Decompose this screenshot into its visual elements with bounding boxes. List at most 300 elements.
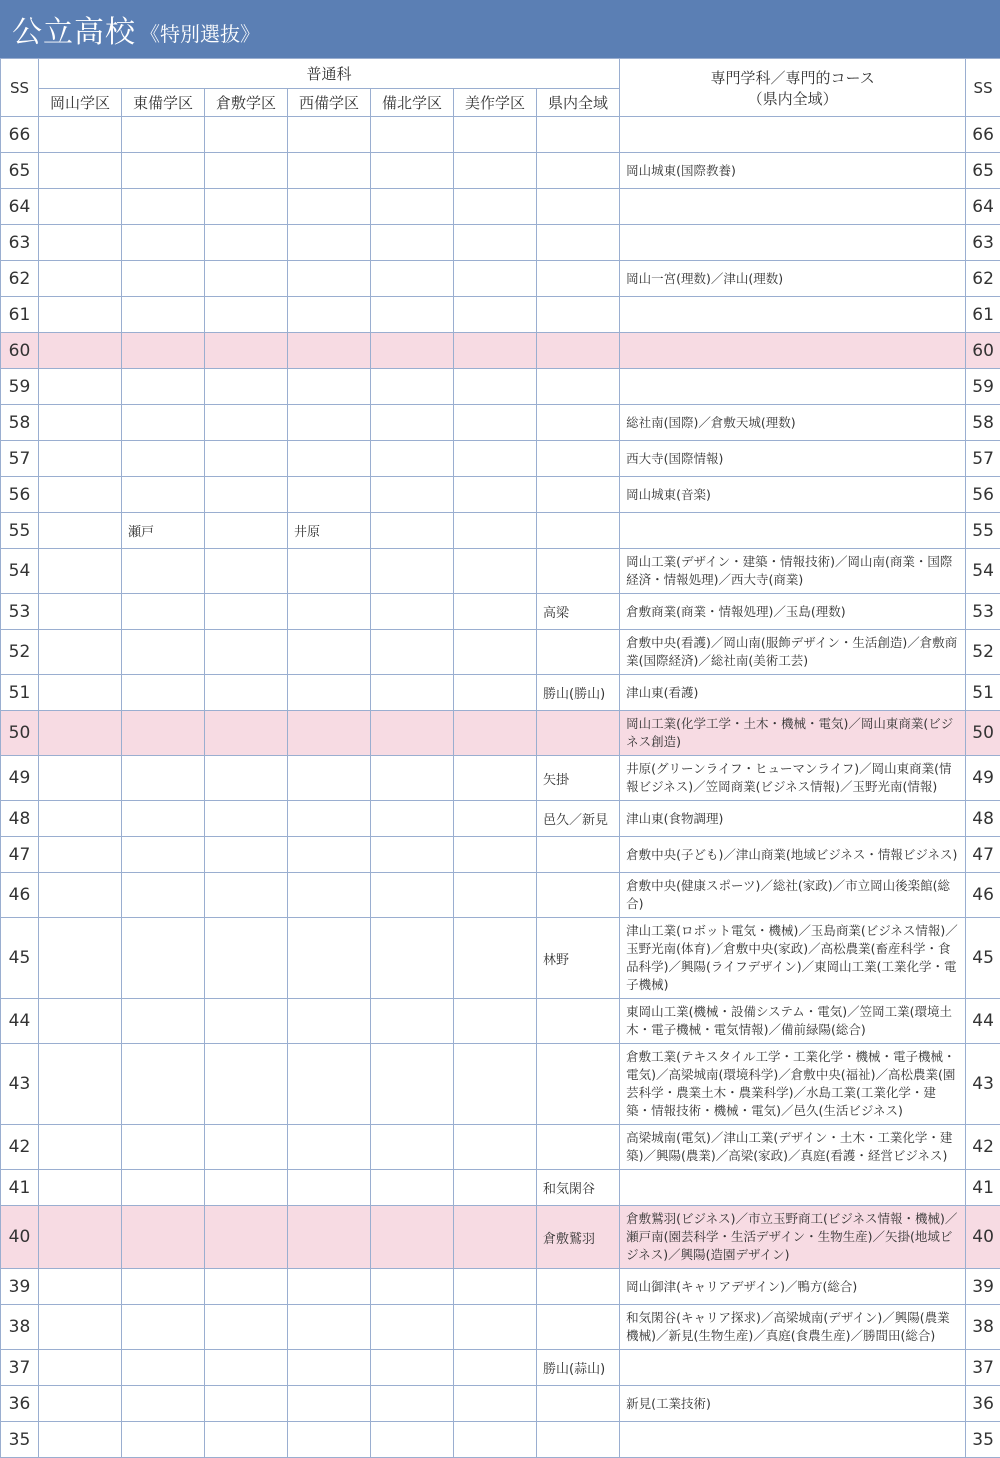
table-row xyxy=(1,153,1000,189)
school-cell xyxy=(39,1269,122,1305)
school-cell xyxy=(371,297,454,333)
school-cell xyxy=(122,756,205,801)
ss-value-right: 52 xyxy=(966,630,1000,675)
special-course-cell: 倉敷商業(商業・情報処理)／玉島(理数) xyxy=(620,594,966,630)
school-cell xyxy=(371,549,454,594)
school-cell xyxy=(122,225,205,261)
school-cell xyxy=(205,189,288,225)
school-cell xyxy=(288,153,371,189)
ss-value-right: 40 xyxy=(966,1206,1000,1269)
ss-value-right: 63 xyxy=(966,225,1000,261)
school-cell xyxy=(122,873,205,918)
table-row xyxy=(1,756,1000,801)
school-cell xyxy=(122,153,205,189)
school-cell xyxy=(39,513,122,549)
school-cell xyxy=(371,1170,454,1206)
special-course-cell: 東岡山工業(機械・設備システム・電気)／笠岡工業(環境土木・電子機械・電気情報)／備前緑陽(総合) xyxy=(620,999,966,1044)
school-cell xyxy=(205,1350,288,1386)
school-cell xyxy=(39,873,122,918)
ss-value-left: 39 xyxy=(1,1269,39,1305)
special-course-cell: 津山東(看護) xyxy=(620,675,966,711)
school-cell xyxy=(288,297,371,333)
school-cell xyxy=(39,549,122,594)
school-cell xyxy=(537,261,620,297)
school-cell xyxy=(371,873,454,918)
school-cell xyxy=(454,513,537,549)
special-course-cell: 岡山城東(国際教養) xyxy=(620,153,966,189)
special-course-cell: 和気閑谷(キャリア探求)／高梁城南(デザイン)／興陽(農業機械)／新見(生物生産)／真庭(食農生産)／勝間田(総合) xyxy=(620,1305,966,1350)
school-cell xyxy=(122,1350,205,1386)
school-cell xyxy=(371,189,454,225)
table-row xyxy=(1,873,1000,918)
school-cell xyxy=(39,333,122,369)
school-cell: 矢掛 xyxy=(537,756,620,801)
school-cell xyxy=(454,999,537,1044)
ss-value-right: 41 xyxy=(966,1170,1000,1206)
school-cell xyxy=(537,333,620,369)
ss-value-left: 53 xyxy=(1,594,39,630)
school-cell xyxy=(39,1206,122,1269)
school-cell xyxy=(288,711,371,756)
school-cell xyxy=(205,477,288,513)
school-cell xyxy=(122,117,205,153)
ss-value-left: 35 xyxy=(1,1422,39,1458)
ss-value-left: 40 xyxy=(1,1206,39,1269)
table-row xyxy=(1,837,1000,873)
ss-value-right: 66 xyxy=(966,117,1000,153)
special-course-cell xyxy=(620,1422,966,1458)
ss-value-left: 52 xyxy=(1,630,39,675)
special-course-cell xyxy=(620,1350,966,1386)
school-cell xyxy=(371,225,454,261)
school-cell xyxy=(122,918,205,999)
school-cell xyxy=(288,837,371,873)
school-cell xyxy=(122,1269,205,1305)
school-cell xyxy=(288,999,371,1044)
school-cell xyxy=(454,261,537,297)
school-cell xyxy=(537,513,620,549)
district-header: 西備学区 xyxy=(288,89,371,117)
school-cell xyxy=(205,873,288,918)
district-header: 県内全域 xyxy=(537,89,620,117)
school-cell xyxy=(122,333,205,369)
special-course-cell: 岡山御津(キャリアデザイン)／鴨方(総合) xyxy=(620,1269,966,1305)
school-cell xyxy=(454,1422,537,1458)
school-cell xyxy=(122,801,205,837)
ss-value-left: 44 xyxy=(1,999,39,1044)
ss-value-right: 36 xyxy=(966,1386,1000,1422)
school-cell xyxy=(205,675,288,711)
school-cell xyxy=(39,261,122,297)
ss-value-right: 65 xyxy=(966,153,1000,189)
table-header-row xyxy=(1,59,1000,89)
school-cell xyxy=(537,1386,620,1422)
table-row xyxy=(1,189,1000,225)
school-cell xyxy=(454,1125,537,1170)
school-cell xyxy=(39,1170,122,1206)
school-cell xyxy=(122,594,205,630)
table-row xyxy=(1,261,1000,297)
school-cell xyxy=(537,711,620,756)
table-row xyxy=(1,225,1000,261)
school-cell xyxy=(371,675,454,711)
school-cell xyxy=(288,1269,371,1305)
school-cell xyxy=(454,441,537,477)
ss-value-right: 55 xyxy=(966,513,1000,549)
school-cell xyxy=(537,477,620,513)
ss-value-left: 47 xyxy=(1,837,39,873)
school-cell xyxy=(454,1350,537,1386)
table-row xyxy=(1,1386,1000,1422)
school-cell xyxy=(39,1044,122,1125)
ss-value-right: 50 xyxy=(966,711,1000,756)
ss-value-right: 35 xyxy=(966,1422,1000,1458)
school-cell xyxy=(454,1206,537,1269)
school-cell xyxy=(122,1125,205,1170)
special-course-cell: 岡山城東(音楽) xyxy=(620,477,966,513)
ss-value-left: 37 xyxy=(1,1350,39,1386)
ss-value-left: 50 xyxy=(1,711,39,756)
special-course-cell: 津山東(食物調理) xyxy=(620,801,966,837)
school-cell xyxy=(454,801,537,837)
school-cell xyxy=(454,153,537,189)
school-cell xyxy=(205,261,288,297)
school-cell xyxy=(371,801,454,837)
school-cell xyxy=(454,369,537,405)
ss-value-right: 60 xyxy=(966,333,1000,369)
school-cell xyxy=(537,873,620,918)
school-cell: 林野 xyxy=(537,918,620,999)
school-cell xyxy=(205,117,288,153)
school-cell xyxy=(371,333,454,369)
school-cell xyxy=(122,441,205,477)
school-cell xyxy=(122,999,205,1044)
special-course-cell: 津山工業(ロボット電気・機械)／玉島商業(ビジネス情報)／玉野光南(体育)／倉敷中央(家政)／高松農業(畜産科学・食品科学)／興陽(ライフデザイン)／東岡山工業(工業化学・電子機械) xyxy=(620,918,966,999)
school-cell xyxy=(537,189,620,225)
school-cell xyxy=(454,1044,537,1125)
school-cell xyxy=(39,918,122,999)
school-cell xyxy=(205,1269,288,1305)
ss-value-right: 46 xyxy=(966,873,1000,918)
ss-value-left: 56 xyxy=(1,477,39,513)
special-course-cell: 総社南(国際)／倉敷天城(理数) xyxy=(620,405,966,441)
special-course-header-line2: （県内全域） xyxy=(747,89,838,108)
school-cell xyxy=(205,1170,288,1206)
school-cell xyxy=(537,837,620,873)
school-cell xyxy=(371,1350,454,1386)
school-cell xyxy=(371,594,454,630)
school-cell xyxy=(454,1170,537,1206)
special-course-cell xyxy=(620,369,966,405)
school-cell xyxy=(454,405,537,441)
special-course-cell xyxy=(620,225,966,261)
school-cell xyxy=(537,1305,620,1350)
special-course-header xyxy=(620,59,966,117)
special-course-cell xyxy=(620,117,966,153)
school-cell xyxy=(537,1269,620,1305)
ss-column-header-left: SS xyxy=(1,59,39,117)
school-cell xyxy=(39,189,122,225)
school-cell xyxy=(537,369,620,405)
school-cell xyxy=(205,369,288,405)
school-cell xyxy=(39,999,122,1044)
school-cell xyxy=(288,549,371,594)
school-cell xyxy=(122,297,205,333)
school-cell xyxy=(288,1206,371,1269)
school-cell xyxy=(371,1044,454,1125)
ss-value-right: 64 xyxy=(966,189,1000,225)
ss-value-right: 54 xyxy=(966,549,1000,594)
school-cell: 勝山(蒜山) xyxy=(537,1350,620,1386)
ss-value-right: 37 xyxy=(966,1350,1000,1386)
school-cell xyxy=(537,1125,620,1170)
school-cell xyxy=(122,189,205,225)
school-cell xyxy=(205,405,288,441)
general-course-header: 普通科 xyxy=(39,59,620,89)
school-cell xyxy=(288,801,371,837)
school-cell xyxy=(205,153,288,189)
ss-value-right: 57 xyxy=(966,441,1000,477)
school-cell xyxy=(371,756,454,801)
ss-value-left: 66 xyxy=(1,117,39,153)
table-row xyxy=(1,1125,1000,1170)
school-cell xyxy=(122,675,205,711)
school-cell xyxy=(288,1044,371,1125)
school-cell xyxy=(122,1422,205,1458)
school-cell xyxy=(371,513,454,549)
special-course-cell: 岡山工業(デザイン・建築・情報技術)／岡山南(商業・国際経済・情報処理)／西大寺(商業) xyxy=(620,549,966,594)
special-course-cell: 倉敷中央(健康スポーツ)／総社(家政)／市立岡山後楽館(総合) xyxy=(620,873,966,918)
school-cell xyxy=(205,630,288,675)
ss-value-left: 43 xyxy=(1,1044,39,1125)
special-course-cell: 倉敷工業(テキスタイル工学・工業化学・機械・電子機械・電気)／高梁城南(環境科学)／倉敷中央(福祉)／高松農業(園芸科学・農業土木・農業科学)／水島工業(工業化学・建築・情報技術・機械・電気)／邑久(生活ビジネス) xyxy=(620,1044,966,1125)
school-cell xyxy=(371,1305,454,1350)
school-cell xyxy=(454,549,537,594)
school-cell xyxy=(371,405,454,441)
ss-value-right: 43 xyxy=(966,1044,1000,1125)
school-cell xyxy=(454,630,537,675)
school-cell xyxy=(122,711,205,756)
school-cell xyxy=(205,1044,288,1125)
school-cell xyxy=(454,477,537,513)
school-cell xyxy=(537,297,620,333)
school-cell xyxy=(454,756,537,801)
school-cell xyxy=(371,369,454,405)
ss-value-left: 42 xyxy=(1,1125,39,1170)
special-course-cell: 倉敷中央(看護)／岡山南(服飾デザイン・生活創造)／倉敷商業(国際経済)／総社南(美術工芸) xyxy=(620,630,966,675)
ss-value-right: 42 xyxy=(966,1125,1000,1170)
ss-value-left: 51 xyxy=(1,675,39,711)
school-cell xyxy=(288,630,371,675)
school-cell xyxy=(288,675,371,711)
school-cell xyxy=(288,1350,371,1386)
school-cell xyxy=(537,549,620,594)
school-cell xyxy=(537,630,620,675)
ss-value-right: 59 xyxy=(966,369,1000,405)
ss-value-left: 59 xyxy=(1,369,39,405)
school-cell: 高梁 xyxy=(537,594,620,630)
special-course-cell xyxy=(620,189,966,225)
school-cell xyxy=(371,1125,454,1170)
school-cell xyxy=(371,630,454,675)
table-row xyxy=(1,1269,1000,1305)
ss-value-right: 56 xyxy=(966,477,1000,513)
table-row xyxy=(1,1170,1000,1206)
school-cell xyxy=(454,117,537,153)
ss-value-right: 39 xyxy=(966,1269,1000,1305)
school-cell xyxy=(454,873,537,918)
special-course-cell xyxy=(620,297,966,333)
school-cell xyxy=(39,837,122,873)
ss-value-left: 46 xyxy=(1,873,39,918)
school-cell xyxy=(205,225,288,261)
school-cell xyxy=(371,1386,454,1422)
table-row xyxy=(1,405,1000,441)
school-cell xyxy=(205,333,288,369)
school-cell xyxy=(39,477,122,513)
school-cell xyxy=(205,441,288,477)
ss-value-left: 61 xyxy=(1,297,39,333)
ss-table xyxy=(0,58,1000,1458)
school-cell xyxy=(371,1422,454,1458)
school-cell xyxy=(288,918,371,999)
school-cell xyxy=(537,225,620,261)
school-cell xyxy=(371,1269,454,1305)
school-cell xyxy=(39,297,122,333)
ss-value-left: 60 xyxy=(1,333,39,369)
school-cell xyxy=(205,1386,288,1422)
school-cell xyxy=(288,1125,371,1170)
special-course-cell: 高梁城南(電気)／津山工業(デザイン・土木・工業化学・建築)／興陽(農業)／高梁(家政)／真庭(看護・経営ビジネス) xyxy=(620,1125,966,1170)
district-header: 美作学区 xyxy=(454,89,537,117)
ss-value-right: 45 xyxy=(966,918,1000,999)
table-row xyxy=(1,477,1000,513)
school-cell xyxy=(371,153,454,189)
school-cell xyxy=(537,441,620,477)
school-cell xyxy=(288,405,371,441)
school-cell xyxy=(288,1170,371,1206)
table-row xyxy=(1,801,1000,837)
school-cell xyxy=(122,369,205,405)
school-cell: 勝山(勝山) xyxy=(537,675,620,711)
school-cell xyxy=(371,711,454,756)
special-course-cell: 倉敷鷲羽(ビジネス)／市立玉野商工(ビジネス情報・機械)／瀬戸南(園芸科学・生活デザイン・生物生産)／矢掛(地域ビジネス)／興陽(造園デザイン) xyxy=(620,1206,966,1269)
school-cell xyxy=(288,1386,371,1422)
school-cell xyxy=(39,1350,122,1386)
school-cell xyxy=(288,117,371,153)
page-subtitle: 《特別選抜》 xyxy=(140,21,260,46)
ss-value-right: 61 xyxy=(966,297,1000,333)
ss-value-right: 48 xyxy=(966,801,1000,837)
page-title: 公立高校 xyxy=(12,15,136,50)
school-cell xyxy=(39,369,122,405)
school-cell xyxy=(371,999,454,1044)
special-course-cell xyxy=(620,333,966,369)
school-cell xyxy=(39,1422,122,1458)
school-cell xyxy=(39,711,122,756)
page-header xyxy=(0,0,1000,58)
school-cell xyxy=(205,999,288,1044)
school-cell xyxy=(454,837,537,873)
table-row xyxy=(1,1305,1000,1350)
ss-value-left: 63 xyxy=(1,225,39,261)
ss-value-right: 38 xyxy=(966,1305,1000,1350)
ss-value-right: 47 xyxy=(966,837,1000,873)
ss-value-left: 55 xyxy=(1,513,39,549)
school-cell xyxy=(39,756,122,801)
school-cell xyxy=(288,225,371,261)
district-header: 東備学区 xyxy=(122,89,205,117)
ss-value-left: 57 xyxy=(1,441,39,477)
school-cell: 倉敷鷲羽 xyxy=(537,1206,620,1269)
school-cell xyxy=(454,918,537,999)
school-cell xyxy=(122,261,205,297)
ss-value-left: 41 xyxy=(1,1170,39,1206)
school-cell xyxy=(205,549,288,594)
district-header: 岡山学区 xyxy=(39,89,122,117)
school-cell xyxy=(205,801,288,837)
school-cell xyxy=(39,405,122,441)
ss-value-left: 65 xyxy=(1,153,39,189)
special-course-cell xyxy=(620,1170,966,1206)
special-course-cell xyxy=(620,513,966,549)
table-row xyxy=(1,1044,1000,1125)
school-cell xyxy=(454,189,537,225)
table-row xyxy=(1,1422,1000,1458)
table-row xyxy=(1,630,1000,675)
table-row xyxy=(1,297,1000,333)
school-cell xyxy=(537,405,620,441)
school-cell xyxy=(537,153,620,189)
school-cell xyxy=(371,477,454,513)
table-row xyxy=(1,513,1000,549)
school-cell xyxy=(39,1305,122,1350)
school-cell xyxy=(39,153,122,189)
ss-value-left: 38 xyxy=(1,1305,39,1350)
table-row xyxy=(1,999,1000,1044)
special-course-cell: 新見(工業技術) xyxy=(620,1386,966,1422)
table-row xyxy=(1,441,1000,477)
district-header: 倉敷学区 xyxy=(205,89,288,117)
school-cell xyxy=(454,1305,537,1350)
table-row xyxy=(1,333,1000,369)
school-cell xyxy=(371,918,454,999)
ss-value-left: 54 xyxy=(1,549,39,594)
school-cell xyxy=(454,711,537,756)
school-cell xyxy=(205,594,288,630)
school-cell xyxy=(288,1422,371,1458)
school-cell xyxy=(122,1386,205,1422)
school-cell xyxy=(205,1305,288,1350)
school-cell xyxy=(205,513,288,549)
ss-value-right: 62 xyxy=(966,261,1000,297)
school-cell xyxy=(537,1422,620,1458)
school-cell xyxy=(122,405,205,441)
school-cell: 井原 xyxy=(288,513,371,549)
special-course-header-line1: 専門学科／専門的コース xyxy=(710,68,875,87)
school-cell xyxy=(205,1206,288,1269)
school-cell xyxy=(122,837,205,873)
school-cell xyxy=(288,189,371,225)
table-row xyxy=(1,369,1000,405)
school-cell xyxy=(454,333,537,369)
school-cell xyxy=(537,117,620,153)
ss-value-left: 64 xyxy=(1,189,39,225)
school-cell xyxy=(454,225,537,261)
ss-value-left: 36 xyxy=(1,1386,39,1422)
school-cell xyxy=(288,333,371,369)
table-row xyxy=(1,675,1000,711)
